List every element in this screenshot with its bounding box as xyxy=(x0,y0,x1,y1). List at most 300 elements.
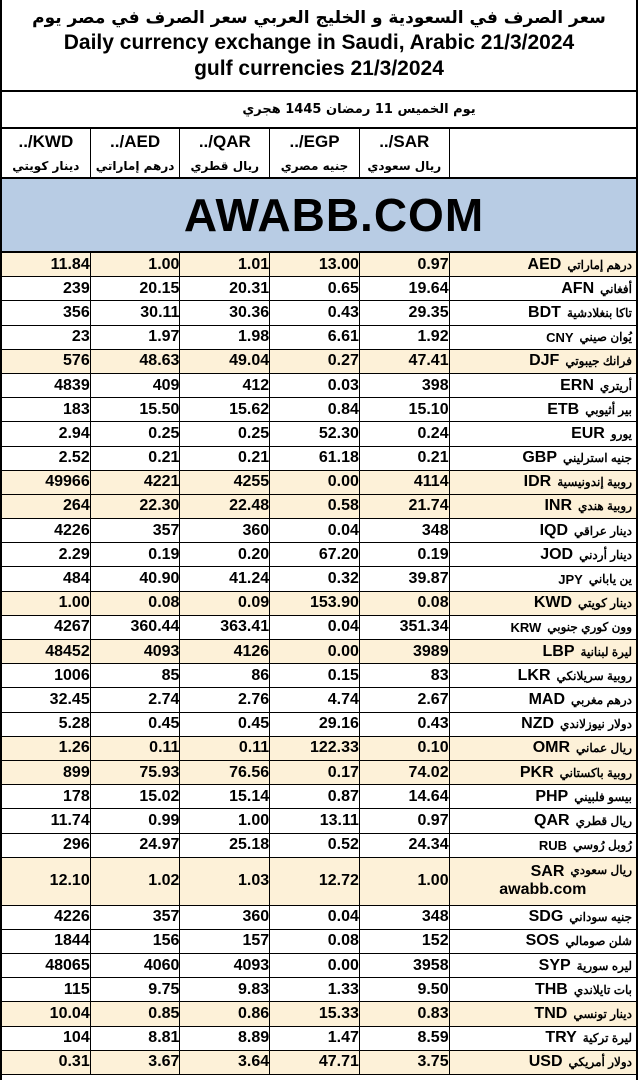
rate-cell: 0.97 xyxy=(359,809,449,832)
currency-code: MAD xyxy=(528,690,566,708)
rate-cell: 357 xyxy=(90,519,180,542)
currency-code: DJF xyxy=(529,352,560,370)
rate-cell: 0.08 xyxy=(359,592,449,615)
table-row xyxy=(2,592,636,616)
currency-name-cell xyxy=(449,253,636,276)
currency-code: SDG xyxy=(528,908,564,926)
currency-code: TND xyxy=(534,1005,568,1023)
rate-cell: 122.33 xyxy=(269,737,359,760)
rate-cell: 30.11 xyxy=(90,301,180,324)
currency-code: ETB xyxy=(547,400,580,418)
rate-cell: 86 xyxy=(179,664,269,687)
rate-cell: 4226 xyxy=(54,521,90,539)
rate-cell: 357 xyxy=(90,906,180,929)
rate-cell: 3958 xyxy=(359,954,449,977)
rate-cell: 0.58 xyxy=(269,495,359,518)
rate-cell: 1.00 xyxy=(90,253,180,276)
rate-cell: 19.64 xyxy=(359,277,449,300)
currency-code: LKR xyxy=(517,666,551,684)
currency-name-cell xyxy=(449,737,636,760)
currency-arabic-name: دينار تونسي xyxy=(573,1007,632,1022)
currency-code: USD xyxy=(528,1053,563,1071)
rate-cell: 576 xyxy=(63,352,90,370)
rate-cell: 1.92 xyxy=(359,326,449,349)
currency-arabic-name: روبية إندونيسية xyxy=(557,475,632,490)
rate-cell: 1.00 xyxy=(58,594,90,612)
table-row xyxy=(2,1002,636,1026)
rate-cell: 13.00 xyxy=(269,253,359,276)
currency-name-cell xyxy=(449,858,636,905)
rate-cell: 296 xyxy=(63,836,90,854)
table-row xyxy=(2,809,636,833)
rate-cell: 153.90 xyxy=(269,592,359,615)
currency-arabic-name: بات تايلاندي xyxy=(573,982,632,997)
rate-cell: 239 xyxy=(63,279,90,297)
table-row xyxy=(2,834,636,858)
currency-code: INR xyxy=(544,497,573,515)
title-block xyxy=(2,0,636,92)
currency-arabic-name: ليرة تركية xyxy=(582,1031,632,1046)
table-row xyxy=(2,543,636,567)
currency-arabic-name: دولار أمريكي xyxy=(568,1055,632,1070)
rate-cell: 15.33 xyxy=(269,1002,359,1025)
currency-code: GBP xyxy=(522,449,558,467)
table-row xyxy=(2,954,636,978)
date-row xyxy=(2,92,636,129)
rate-cell: 0.11 xyxy=(179,737,269,760)
currency-name-cell xyxy=(449,906,636,929)
header-spacer xyxy=(449,129,636,155)
rate-cell: 2.74 xyxy=(90,688,180,711)
rate-cell: 412 xyxy=(179,374,269,397)
rate-cell: 0.87 xyxy=(269,785,359,808)
rate-cell: 360.44 xyxy=(90,616,180,639)
rate-cell: 0.21 xyxy=(179,447,269,470)
rate-cell: 4060 xyxy=(90,954,180,977)
currency-arabic-name: ريال سعودي xyxy=(570,863,632,878)
table-row xyxy=(2,737,636,761)
table-row xyxy=(2,326,636,350)
currency-arabic-name: روبية سريلانكي xyxy=(556,668,632,683)
rate-cell: 49966 xyxy=(45,473,90,491)
rate-cell: 4093 xyxy=(179,954,269,977)
rate-cell: 1.01 xyxy=(179,253,269,276)
rate-cell: 0.03 xyxy=(269,374,359,397)
rate-cell: 183 xyxy=(63,400,90,418)
rate-cell: 348 xyxy=(359,519,449,542)
currency-arabic-name: درهم إماراتي xyxy=(567,257,632,272)
table-row xyxy=(2,664,636,688)
currency-code: JPY xyxy=(558,571,583,587)
rate-cell: 4226 xyxy=(54,908,90,926)
currency-arabic-name: درهم مغربي xyxy=(571,692,632,707)
currency-code: EUR xyxy=(571,424,605,442)
currency-code: NZD xyxy=(521,715,555,733)
rate-cell: 178 xyxy=(63,787,90,805)
rate-cell: 1.00 xyxy=(359,858,449,905)
currency-code: AED xyxy=(527,255,562,273)
rate-cell: 12.72 xyxy=(269,858,359,905)
currency-arabic-name: روبية هندي xyxy=(578,499,632,514)
rate-cell: 157 xyxy=(179,930,269,953)
currency-name-cell xyxy=(449,592,636,615)
currency-name-cell xyxy=(449,761,636,784)
currency-arabic-name: يُوان صيني xyxy=(579,330,632,345)
rate-cell: 4255 xyxy=(179,471,269,494)
rate-cell: 14.64 xyxy=(359,785,449,808)
rate-cell: 48.63 xyxy=(90,350,180,373)
rate-cell: 39.87 xyxy=(359,567,449,590)
currency-arabic-name: دينار أردني xyxy=(579,547,632,562)
currency-name-cell xyxy=(449,495,636,518)
header-name-sar: ريال سعودي xyxy=(359,155,449,177)
rate-cell: 47.41 xyxy=(359,350,449,373)
rate-cell: 67.20 xyxy=(269,543,359,566)
rate-cell: 3989 xyxy=(359,640,449,663)
currency-arabic-name: ين ياباني xyxy=(588,572,632,587)
rate-cell: 1844 xyxy=(54,932,90,950)
currency-name-cell xyxy=(449,713,636,736)
rate-cell: 0.65 xyxy=(269,277,359,300)
header-codes-row xyxy=(2,129,636,155)
rate-cell: 0.97 xyxy=(359,253,449,276)
rate-cell: 10.04 xyxy=(49,1005,90,1023)
rate-cell: 9.75 xyxy=(90,978,180,1001)
currency-name-cell xyxy=(449,930,636,953)
rate-cell: 899 xyxy=(63,763,90,781)
rate-cell: 0.11 xyxy=(90,737,180,760)
currency-code: CNY xyxy=(546,329,574,345)
header-code-qar: QAR/.. xyxy=(179,129,269,155)
rate-cell: 4.74 xyxy=(269,688,359,711)
currency-name-cell xyxy=(449,350,636,373)
rate-cell: 0.00 xyxy=(269,954,359,977)
rate-cell: 0.04 xyxy=(269,906,359,929)
rate-cell: 4126 xyxy=(179,640,269,663)
currency-arabic-name: تاكا بنغلادشية xyxy=(566,305,632,320)
rate-cell: 0.43 xyxy=(269,301,359,324)
rate-cell: 0.45 xyxy=(90,713,180,736)
rate-cell: 409 xyxy=(90,374,180,397)
currency-arabic-name: دينار كويتي xyxy=(578,596,632,611)
currency-name-cell xyxy=(449,1002,636,1025)
rate-cell: 360 xyxy=(179,906,269,929)
rate-cell: 76.56 xyxy=(179,761,269,784)
header-name-egp: جنيه مصري xyxy=(269,155,359,177)
title-english-line2: gulf currencies 21/3/2024 xyxy=(194,57,444,80)
rate-cell: 25.18 xyxy=(179,834,269,857)
rate-cell: 4267 xyxy=(54,618,90,636)
rate-cell: 15.10 xyxy=(359,398,449,421)
currency-name-cell xyxy=(449,688,636,711)
currency-name-cell xyxy=(449,834,636,857)
rate-cell: 4221 xyxy=(90,471,180,494)
rate-cell: 1.98 xyxy=(179,326,269,349)
currency-name-cell xyxy=(449,326,636,349)
rate-cell: 8.81 xyxy=(90,1027,180,1050)
rate-cell: 24.34 xyxy=(359,834,449,857)
table-row xyxy=(2,447,636,471)
banner-text: AWABB.COM xyxy=(183,189,485,241)
rate-cell: 0.27 xyxy=(269,350,359,373)
rate-cell: 0.21 xyxy=(90,447,180,470)
table-row xyxy=(2,858,636,906)
rate-cell: 2.29 xyxy=(58,545,90,563)
rate-cell: 15.62 xyxy=(179,398,269,421)
currency-arabic-name: بير أثيوبي xyxy=(585,402,632,417)
currency-code: SYP xyxy=(538,956,571,974)
rate-cell: 0.09 xyxy=(179,592,269,615)
rate-cell: 20.31 xyxy=(179,277,269,300)
rate-cell: 152 xyxy=(359,930,449,953)
rate-cell: 8.89 xyxy=(179,1027,269,1050)
currency-arabic-name: رُوبل رُوسي xyxy=(573,838,632,853)
rate-cell: 0.99 xyxy=(90,809,180,832)
rate-cell: 0.83 xyxy=(359,1002,449,1025)
currency-name-cell xyxy=(449,785,636,808)
rate-cell: 0.86 xyxy=(179,1002,269,1025)
currency-code: KRW xyxy=(510,619,542,635)
table-row xyxy=(2,253,636,277)
table-row xyxy=(2,350,636,374)
rate-cell: 22.30 xyxy=(90,495,180,518)
rate-cell: 1.47 xyxy=(269,1027,359,1050)
rate-cell: 156 xyxy=(90,930,180,953)
rate-cell: 0.25 xyxy=(179,422,269,445)
rate-cell: 0.15 xyxy=(269,664,359,687)
currency-arabic-name: ريال قطري xyxy=(575,813,632,828)
currency-name-line xyxy=(531,863,632,881)
rate-cell: 1.03 xyxy=(179,858,269,905)
rate-cell: 52.30 xyxy=(269,422,359,445)
rate-cell: 74.02 xyxy=(359,761,449,784)
rate-cell: 85 xyxy=(90,664,180,687)
table-row xyxy=(2,422,636,446)
header-name-kwd: دينار كويتي xyxy=(12,159,80,173)
table-row xyxy=(2,761,636,785)
rate-cell: 47.71 xyxy=(269,1051,359,1074)
currency-name-cell xyxy=(449,422,636,445)
rate-cell: 29.35 xyxy=(359,301,449,324)
currency-arabic-name: جنيه سوداني xyxy=(569,910,632,925)
table-row xyxy=(2,519,636,543)
currency-code: KWD xyxy=(533,594,573,612)
rate-cell: 0.21 xyxy=(359,447,449,470)
currency-name-cell xyxy=(449,519,636,542)
rate-cell: 8.59 xyxy=(359,1027,449,1050)
table-row xyxy=(2,713,636,737)
rate-cell: 4839 xyxy=(54,376,90,394)
rate-cell: 2.52 xyxy=(58,449,90,467)
currency-code: THB xyxy=(534,980,568,998)
rate-cell: 0.10 xyxy=(359,737,449,760)
currency-name-cell xyxy=(449,1051,636,1074)
header-name-qar: ريال قطري xyxy=(179,155,269,177)
rate-cell: 6.61 xyxy=(269,326,359,349)
rate-cell: 48065 xyxy=(45,956,90,974)
currency-code: OMR xyxy=(532,739,571,757)
header-code-egp: EGP/.. xyxy=(269,129,359,155)
rate-cell: 15.14 xyxy=(179,785,269,808)
rate-cell: 0.04 xyxy=(269,519,359,542)
rate-cell: 15.50 xyxy=(90,398,180,421)
currency-code: IQD xyxy=(539,521,569,539)
rate-cell: 0.24 xyxy=(359,422,449,445)
rate-cell: 0.45 xyxy=(179,713,269,736)
currency-code: BDT xyxy=(528,303,561,321)
currency-name-cell xyxy=(449,616,636,639)
header-name-aed: درهم إماراتي xyxy=(90,155,180,177)
table-row xyxy=(2,277,636,301)
currency-name-cell xyxy=(449,471,636,494)
site-label: awabb.com xyxy=(499,881,587,899)
rate-cell: 0.25 xyxy=(90,422,180,445)
rate-cell: 0.17 xyxy=(269,761,359,784)
currency-name-cell xyxy=(449,978,636,1001)
currency-arabic-name: ليرة لبنانية xyxy=(580,644,632,659)
title-arabic: سعر الصرف في السعودية و الخليج العربي سعر الصرف في مصر يوم xyxy=(32,8,606,28)
rate-cell: 29.16 xyxy=(269,713,359,736)
table-row xyxy=(2,616,636,640)
table-row xyxy=(2,785,636,809)
rate-cell: 4093 xyxy=(90,640,180,663)
currency-arabic-name: شلن صومالي xyxy=(565,934,632,949)
table-row xyxy=(2,978,636,1002)
rate-cell: 0.00 xyxy=(269,471,359,494)
table-row xyxy=(2,906,636,930)
rate-cell: 2.76 xyxy=(179,688,269,711)
currency-code: SAR xyxy=(530,863,565,881)
currency-arabic-name: جنيه استرليني xyxy=(563,451,632,466)
rate-cell: 360 xyxy=(179,519,269,542)
rate-cell: 0.43 xyxy=(359,713,449,736)
hijri-date: يوم الخميس 11 رمضان 1445 هجري xyxy=(242,102,476,117)
table-row xyxy=(2,567,636,591)
currency-name-cell xyxy=(449,664,636,687)
currency-arabic-name: دينار عراقي xyxy=(574,523,632,538)
rate-cell: 0.08 xyxy=(269,930,359,953)
rate-cell: 398 xyxy=(359,374,449,397)
currency-arabic-name: فرانك جيبوتي xyxy=(565,354,632,369)
rate-cell: 61.18 xyxy=(269,447,359,470)
rate-cell: 0.20 xyxy=(179,543,269,566)
header-code-aed: AED/.. xyxy=(90,129,180,155)
table-row xyxy=(2,640,636,664)
rate-cell: 3.64 xyxy=(179,1051,269,1074)
rate-cell: 40.90 xyxy=(90,567,180,590)
currency-code: AFN xyxy=(561,279,595,297)
rate-cell: 0.00 xyxy=(269,640,359,663)
rate-cell: 356 xyxy=(63,303,90,321)
currency-name-cell xyxy=(449,398,636,421)
rate-cell: 30.36 xyxy=(179,301,269,324)
rate-cell: 1.26 xyxy=(58,739,90,757)
rate-cell: 2.94 xyxy=(58,424,90,442)
rate-cell: 49.04 xyxy=(179,350,269,373)
rate-cell: 348 xyxy=(359,906,449,929)
currency-arabic-name: روبية باكستاني xyxy=(559,765,632,780)
currency-code: PHP xyxy=(535,787,569,805)
currency-arabic-name: بيسو فلبيني xyxy=(574,789,632,804)
currency-name-cell xyxy=(449,567,636,590)
currency-name-cell xyxy=(449,301,636,324)
rate-cell: 0.19 xyxy=(90,543,180,566)
currency-arabic-name: ريال عماني xyxy=(576,741,632,756)
table-row xyxy=(2,471,636,495)
rate-cell: 20.15 xyxy=(90,277,180,300)
rate-cell: 24.97 xyxy=(90,834,180,857)
rate-cell: 0.52 xyxy=(269,834,359,857)
header-spacer xyxy=(449,155,636,177)
rate-cell: 41.24 xyxy=(179,567,269,590)
rate-cell: 1.33 xyxy=(269,978,359,1001)
table-row xyxy=(2,1051,636,1075)
site-banner xyxy=(2,179,636,253)
rate-cell: 0.31 xyxy=(58,1053,90,1071)
currency-code: QAR xyxy=(534,811,570,829)
rate-cell: 48452 xyxy=(45,642,90,660)
currency-code: RUB xyxy=(538,837,567,853)
currency-name-cell xyxy=(449,277,636,300)
rate-cell: 3.75 xyxy=(359,1051,449,1074)
currency-name-cell xyxy=(449,543,636,566)
currency-name-cell xyxy=(449,1027,636,1050)
table-row xyxy=(2,398,636,422)
currency-name-cell xyxy=(449,809,636,832)
currency-name-cell xyxy=(449,447,636,470)
rate-cell: 12.10 xyxy=(49,872,90,890)
rate-cell: 484 xyxy=(63,570,90,588)
table-row xyxy=(2,930,636,954)
rate-cell: 4114 xyxy=(359,471,449,494)
currency-arabic-name: دولار نيوزلاندي xyxy=(560,717,632,732)
rate-cell: 0.84 xyxy=(269,398,359,421)
rate-cell: 115 xyxy=(63,980,90,998)
table-row xyxy=(2,301,636,325)
rate-cell: 11.84 xyxy=(50,255,90,273)
rate-cell: 21.74 xyxy=(359,495,449,518)
currency-arabic-name: أفغاني xyxy=(600,281,632,296)
rate-cell: 1.00 xyxy=(179,809,269,832)
table-row xyxy=(2,374,636,398)
rate-cell: 351.34 xyxy=(359,616,449,639)
title-english-line1: Daily currency exchange in Saudi, Arabic 21/3/2024 xyxy=(63,31,575,54)
rate-cell: 0.85 xyxy=(90,1002,180,1025)
table-row xyxy=(2,495,636,519)
rate-cell: 1.02 xyxy=(90,858,180,905)
rate-cell: 15.02 xyxy=(90,785,180,808)
rate-cell: 0.19 xyxy=(359,543,449,566)
header-code-kwd: KWD/.. xyxy=(18,132,74,151)
rate-cell: 2.67 xyxy=(359,688,449,711)
currency-arabic-name: وون كوري جنوبي xyxy=(547,620,632,635)
currency-code: TRY xyxy=(545,1029,577,1047)
rate-cell: 0.04 xyxy=(269,616,359,639)
currency-name-cell xyxy=(449,640,636,663)
currency-code: ERN xyxy=(560,376,594,394)
currency-code: JOD xyxy=(540,545,574,563)
rate-cell: 264 xyxy=(63,497,90,515)
currency-code: LBP xyxy=(542,642,575,660)
header-names-row xyxy=(2,155,636,179)
currency-code: PKR xyxy=(519,763,554,781)
rate-cell: 0.08 xyxy=(90,592,180,615)
rate-cell: 32.45 xyxy=(49,690,90,708)
table-row xyxy=(2,688,636,712)
currency-name-cell xyxy=(449,954,636,977)
currency-arabic-name: ليره سورية xyxy=(576,958,632,973)
rate-cell: 5.28 xyxy=(58,715,90,733)
